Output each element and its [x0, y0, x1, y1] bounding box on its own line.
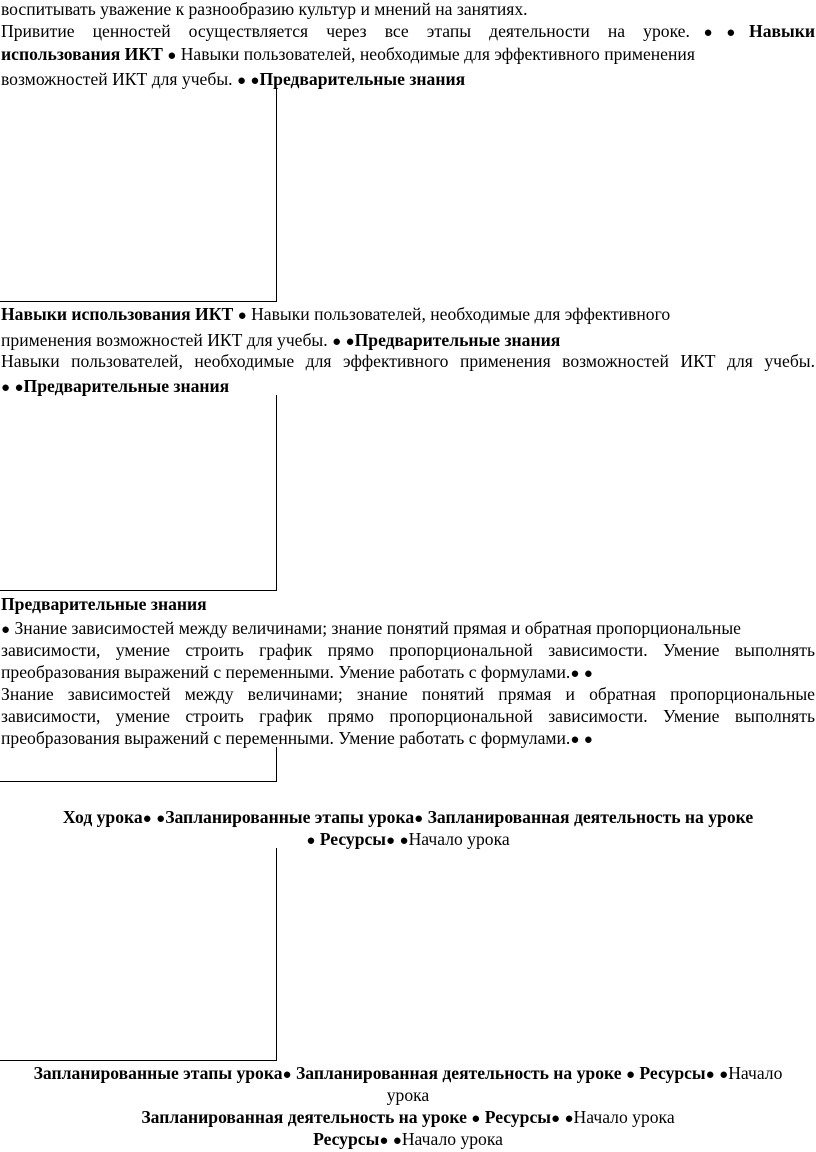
text-line: зависимости, умение строить график прямо пропорциональной зависимости. Умение выполнять — [1, 706, 815, 726]
lesson-header: Запланированная деятельность на уроке ● Ресурсы● ●Начало урока — [141, 1107, 675, 1127]
text-line: возможностей ИКТ для учебы. ● ●Предварительные знания — [1, 69, 466, 89]
lesson-header: Ресурсы● ●Начало урока — [313, 1129, 503, 1149]
text-line: ● ●Предварительные знания — [1, 376, 230, 396]
image-placeholder-frame — [0, 747, 277, 782]
lesson-header: Ход урока● ●Запланированные этапы урока● Запланированная деятельность на уроке — [62, 807, 754, 827]
section-heading: Предварительные знания — [1, 594, 207, 614]
text-line: ● Знание зависимостей между величинами; знание понятий прямая и обратная пропорциональные — [1, 618, 741, 638]
text-line: преобразования выражений с переменными. Умение работать с формулами.● ● — [1, 662, 593, 682]
lesson-header: урока — [386, 1085, 430, 1105]
text-line: преобразования выражений с переменными. Умение работать с формулами.● ● — [1, 728, 593, 748]
text-line: использования ИКТ ● Навыки пользователей, необходимые для эффективного применения — [1, 44, 695, 64]
text-line: Знание зависимостей между величинами; знание понятий прямая и обратная пропорциональные — [1, 684, 815, 704]
lesson-header: Запланированные этапы урока● Запланированная деятельность на уроке ● Ресурсы● ●Начало — [33, 1063, 783, 1083]
text-line: Привитие ценностей осуществляется через все этапы деятельности на уроке.●●Навыки — [1, 21, 816, 41]
image-placeholder-frame — [0, 395, 277, 591]
text-line: зависимости, умение строить график прямо пропорциональной зависимости. Умение выполнять — [1, 640, 815, 660]
text-line: Навыки пользователей, необходимые для эффективного применения возможностей ИКТ для учебы. — [1, 351, 815, 371]
text-line: применения возможностей ИКТ для учебы. ● ●Предварительные знания — [1, 330, 561, 350]
image-placeholder-frame — [0, 848, 277, 1061]
text-line: воспитывать уважение к разнообразию культур и мнений на занятиях. — [1, 0, 528, 19]
image-placeholder-frame — [0, 88, 277, 302]
lesson-header: ● Ресурсы● ●Начало урока — [306, 829, 510, 849]
text-line: Навыки использования ИКТ ● Навыки пользователей, необходимые для эффективного — [1, 304, 671, 324]
